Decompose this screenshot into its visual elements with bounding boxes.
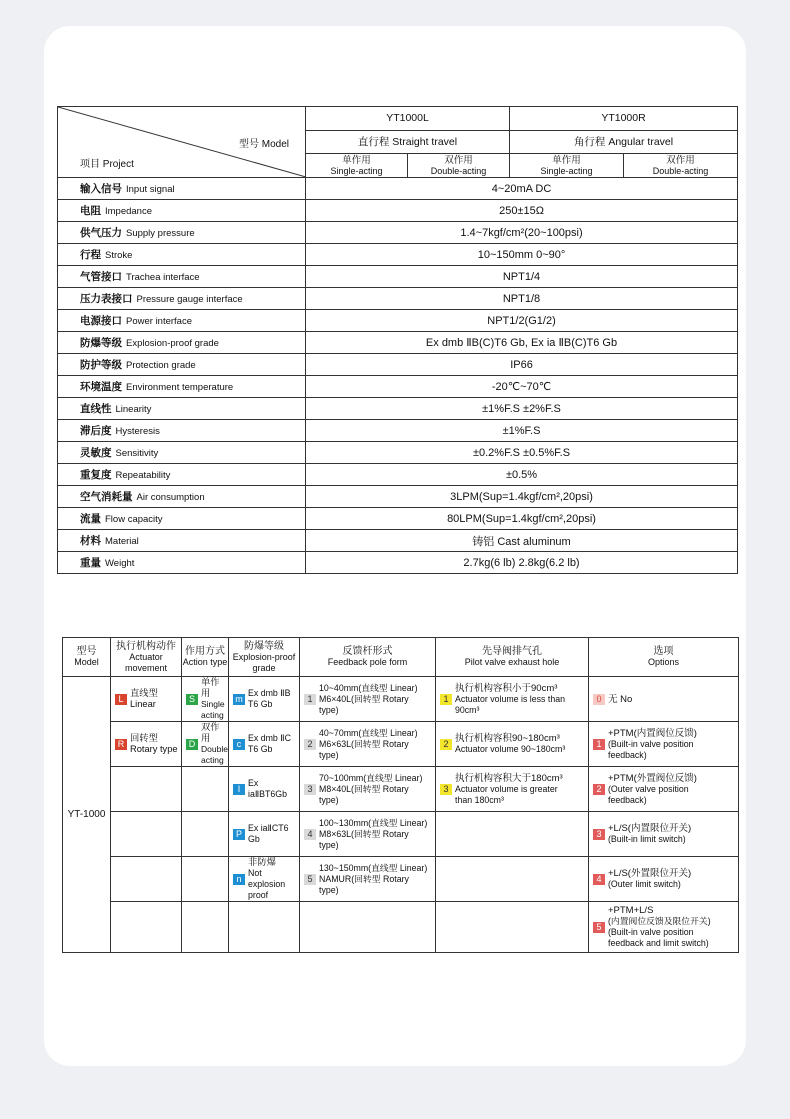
hdr-en: Pilot valve exhaust hole (464, 657, 560, 667)
code-badge: 5 (593, 922, 605, 933)
spec-label-zh: 防爆等级 (80, 337, 122, 349)
spec-label-zh: 空气消耗量 (80, 491, 133, 503)
empty-cell (111, 767, 182, 812)
spec-label (58, 376, 306, 398)
empty-cell (182, 767, 229, 812)
spec-label (58, 420, 306, 442)
code-badge: 1 (593, 739, 605, 750)
exhaust-cell (436, 677, 589, 722)
explosion-text: Ex dmb ⅡC T6 Gb (248, 733, 291, 754)
hdr-zh: 型号 (76, 646, 97, 657)
feedback-l2: M6×40L(回转型 Rotary (319, 693, 409, 704)
exhaust-l2: Actuator volume is greater (455, 783, 558, 794)
option-l2: (Built-in limit switch) (608, 834, 686, 844)
exhaust-l3: than 180cm³ (455, 794, 504, 805)
feedback-l3: type) (319, 794, 339, 805)
spec-label-zh: 环境温度 (80, 381, 122, 393)
code-badge: 2 (440, 739, 452, 750)
spec-row (58, 288, 738, 310)
feedback-l1: 70~100mm(直线型 Linear) (319, 772, 423, 783)
spec-label-zh: 重量 (80, 557, 101, 569)
spec-label-zh: 供气压力 (80, 227, 122, 239)
feedback-cell (300, 767, 436, 812)
feedback-l3: type) (319, 704, 339, 715)
hdr-en: Feedback pole form (327, 657, 408, 667)
code-badge: n (233, 874, 245, 885)
code-row (63, 722, 739, 767)
explosion-cell (229, 677, 300, 722)
code-badge: 3 (440, 784, 452, 795)
model-code-table (62, 637, 739, 953)
action-zh: 双作用 (201, 722, 220, 743)
actuator-cell (111, 722, 182, 767)
option-l1: +L/S(内置限位开关) (608, 823, 692, 834)
spec-label (58, 266, 306, 288)
option-cell (589, 767, 739, 812)
angular-travel-label: 角行程 Angular travel (510, 130, 738, 154)
single-zh: 单作用 (342, 154, 371, 166)
spec-label-zh: 输入信号 (80, 183, 122, 195)
code-badge: 1 (304, 694, 316, 705)
spec-label (58, 200, 306, 222)
option-cell (589, 722, 739, 767)
option-l1: +PTM(内置阀位反馈) (608, 727, 697, 739)
spec-value: 4~20mA DC (306, 178, 738, 200)
spec-value: NPT1/2(G1/2) (306, 310, 738, 332)
actuator-en: Rotary type (130, 744, 178, 754)
spec-label (58, 310, 306, 332)
feedback-l2: NAMUR(回转型 Rotary (319, 873, 409, 884)
spec-row (58, 266, 738, 288)
feedback-l3: type) (319, 839, 339, 850)
code-badge: 3 (593, 829, 605, 840)
spec-value: Ex dmb ⅡB(C)T6 Gb, Ex ia ⅡB(C)T6 Gb (306, 332, 738, 354)
option-l3: (Built-in valve position (608, 927, 694, 937)
spec-value: 250±15Ω (306, 200, 738, 222)
spec-label-zh: 直线性 (80, 403, 112, 415)
spec-value: 3LPM(Sup=1.4kgf/cm²,20psi) (306, 486, 738, 508)
l-double-acting (408, 154, 510, 178)
feedback-cell (300, 812, 436, 857)
double-zh: 双作用 (444, 154, 473, 166)
spec-label (58, 442, 306, 464)
empty-cell (182, 857, 229, 902)
exhaust-l3: 90cm³ (455, 704, 480, 715)
spec-table (57, 106, 738, 574)
exhaust-l1: 执行机构容积90~180cm³ (455, 733, 560, 744)
option-cell (589, 902, 739, 953)
feedback-l3: type) (319, 749, 339, 760)
spec-label-en: Input signal (126, 184, 175, 195)
code-badge: I (233, 784, 245, 795)
actuator-zh: 直线型 (130, 688, 158, 698)
spec-label (58, 398, 306, 420)
spec-label (58, 244, 306, 266)
code-badge: S (186, 694, 198, 705)
option-l3: feedback) (608, 794, 647, 805)
spec-row (58, 178, 738, 200)
r-double-acting (624, 154, 738, 178)
spec-value: ±1%F.S (306, 420, 738, 442)
feedback-cell (300, 857, 436, 902)
spec-label-en: Flow capacity (105, 514, 163, 525)
spec-body (58, 178, 738, 574)
spec-label-zh: 气管接口 (80, 271, 122, 283)
spec-row (58, 552, 738, 574)
action-en: Double acting (201, 744, 228, 765)
spec-label-en: Pressure gauge interface (136, 294, 243, 305)
exhaust-cell (436, 767, 589, 812)
spec-value: -20℃~70℃ (306, 376, 738, 398)
spec-label-zh: 压力表接口 (80, 293, 133, 305)
code-badge: c (233, 739, 245, 750)
code-badge: 5 (304, 874, 316, 885)
hdr-zh: 防爆等级 (244, 640, 284, 652)
code-badge: 4 (304, 829, 316, 840)
hdr-feedback (300, 638, 436, 677)
spec-value: 2.7kg(6 lb) 2.8kg(6.2 lb) (306, 552, 738, 574)
spec-label (58, 530, 306, 552)
spec-label (58, 508, 306, 530)
spec-label (58, 464, 306, 486)
feedback-l2: M8×40L(回转型 Rotary (319, 783, 409, 794)
model-label: 型号 Model (238, 139, 289, 150)
action-cell (182, 722, 229, 767)
explosion-text: Ex iaⅡCT6 Gb (248, 823, 289, 844)
option-cell (589, 677, 739, 722)
option-cell (589, 857, 739, 902)
code-row (63, 812, 739, 857)
spec-value: 铸铝 Cast aluminum (306, 530, 738, 552)
spec-value: 10~150mm 0~90° (306, 244, 738, 266)
hdr-zh: 执行机构动作 (116, 640, 176, 652)
option-l2: (内置阀位反馈及限位开关) (608, 916, 711, 926)
explosion-zh: 非防爆 (248, 857, 276, 867)
spec-label-en: Protection grade (126, 360, 196, 371)
spec-value: 1.4~7kgf/cm²(20~100psi) (306, 222, 738, 244)
code-body (63, 677, 739, 953)
spec-label-zh: 电源接口 (80, 315, 122, 327)
spec-value: 80LPM(Sup=1.4kgf/cm²,20psi) (306, 508, 738, 530)
single-en: Single-acting (330, 165, 383, 176)
spec-row (58, 420, 738, 442)
code-row (63, 767, 739, 812)
spec-label-zh: 灵敏度 (80, 447, 112, 459)
exhaust-l2: Actuator volume is less than (455, 693, 566, 704)
code-badge: 3 (304, 784, 316, 795)
model-code: YT-1000 (63, 677, 111, 953)
spec-row (58, 244, 738, 266)
spec-label-en: Material (105, 536, 139, 547)
feedback-cell (300, 722, 436, 767)
r-single-acting (510, 154, 624, 178)
feedback-l1: 100~130mm(直线型 Linear) (319, 817, 428, 828)
spec-label-en: Trachea interface (126, 272, 200, 283)
spec-label (58, 486, 306, 508)
exhaust-l1: 执行机构容积小于90cm³ (455, 682, 558, 694)
code-badge: P (233, 829, 245, 840)
code-badge: 4 (593, 874, 605, 885)
hdr-exhaust (436, 638, 589, 677)
spec-row (58, 508, 738, 530)
hdr-en: Actuator movement (124, 651, 168, 673)
empty-cell (436, 902, 589, 953)
single-zh: 单作用 (552, 154, 581, 166)
feedback-l1: 130~150mm(直线型 Linear) (319, 862, 428, 873)
spec-row (58, 486, 738, 508)
l-single-acting (306, 154, 408, 178)
empty-cell (229, 902, 300, 953)
hdr-model (63, 638, 111, 677)
spec-row (58, 222, 738, 244)
hdr-options (589, 638, 739, 677)
option-l1: +PTM+L/S (608, 905, 654, 916)
hdr-en: Action type (182, 657, 228, 667)
code-badge: 2 (304, 739, 316, 750)
code-badge: 1 (440, 694, 452, 705)
option-l2: (Built-in valve position (608, 738, 694, 749)
empty-cell (182, 812, 229, 857)
empty-cell (111, 857, 182, 902)
spec-label-en: Explosion-proof grade (126, 338, 219, 349)
exhaust-l2: Actuator volume 90~180cm³ (455, 744, 566, 754)
spec-label-zh: 重复度 (80, 469, 112, 481)
code-badge: R (115, 739, 127, 750)
spec-label-en: Linearity (115, 404, 152, 415)
hdr-zh: 作用方式 (185, 646, 225, 657)
spec-label-en: Weight (105, 558, 135, 569)
spec-label (58, 178, 306, 200)
explosion-text: Ex iaⅡBT6Gb (248, 778, 288, 799)
hdr-zh: 选项 (653, 646, 674, 657)
code-badge: L (115, 694, 127, 705)
option-l1: +PTM(外置阀位反馈) (608, 772, 697, 784)
spec-value: NPT1/8 (306, 288, 738, 310)
feedback-l1: 10~40mm(直线型 Linear) (319, 682, 418, 693)
hdr-zh: 先导阀排气孔 (482, 646, 542, 657)
explosion-cell (229, 812, 300, 857)
option-l4: feedback and limit switch) (608, 938, 709, 948)
spec-row (58, 310, 738, 332)
spec-label-en: Sensitivity (115, 448, 159, 459)
spec-row (58, 464, 738, 486)
spec-label-en: Power interface (126, 316, 193, 327)
spec-label (58, 552, 306, 574)
code-row (63, 857, 739, 902)
actuator-en: Linear (130, 699, 156, 709)
exhaust-cell (436, 722, 589, 767)
spec-label-en: Stroke (105, 250, 133, 261)
spec-label-zh: 滞后度 (80, 425, 112, 437)
spec-row (58, 376, 738, 398)
spec-row (58, 200, 738, 222)
empty-cell (182, 902, 229, 953)
straight-travel-label: 直行程 Straight travel (306, 130, 510, 154)
spec-row (58, 530, 738, 552)
spec-label (58, 222, 306, 244)
option-l2: (Outer valve position (608, 783, 689, 794)
action-zh: 单作用 (201, 677, 220, 698)
header-diagonal-cell (58, 107, 306, 178)
spec-label (58, 332, 306, 354)
empty-cell (436, 812, 589, 857)
spec-row (58, 354, 738, 376)
action-en: Single acting (201, 699, 225, 720)
actuator-zh: 回转型 (130, 733, 158, 743)
explosion-cell (229, 722, 300, 767)
code-badge: 0 (593, 694, 605, 705)
spec-label-zh: 防护等级 (80, 359, 122, 371)
hdr-en: Options (647, 657, 680, 667)
feedback-l1: 40~70mm(直线型 Linear) (319, 727, 418, 738)
exhaust-l1: 执行机构容积大于180cm³ (455, 772, 563, 784)
spec-value: ±0.5% (306, 464, 738, 486)
hdr-action (182, 638, 229, 677)
code-row (63, 677, 739, 722)
feedback-l2: M6×63L(回转型 Rotary (319, 738, 409, 749)
spec-label-zh: 材料 (80, 535, 101, 547)
spec-row (58, 332, 738, 354)
explosion-text: Ex dmb ⅡB T6 Gb (248, 688, 291, 709)
double-en: Double-acting (430, 165, 487, 176)
project-label: 项目 Project (80, 159, 134, 170)
empty-cell (300, 902, 436, 953)
hdr-actuator (111, 638, 182, 677)
spec-label-zh: 流量 (80, 513, 101, 525)
hdr-en: Explosion-proof grade (232, 651, 296, 673)
feedback-l2: M8×63L(回转型 Rotary (319, 828, 409, 839)
option-cell (589, 812, 739, 857)
spec-label-en: Repeatability (115, 470, 171, 481)
code-row (63, 902, 739, 953)
code-badge: 2 (593, 784, 605, 795)
option-l1: +L/S(外置限位开关) (608, 868, 692, 879)
model-yt1000l: YT1000L (306, 107, 510, 131)
option-l2: (Outer limit switch) (608, 879, 681, 889)
actuator-cell (111, 677, 182, 722)
empty-cell (436, 857, 589, 902)
spec-label-zh: 电阻 (80, 205, 101, 217)
spec-row (58, 442, 738, 464)
model-yt1000r: YT1000R (510, 107, 738, 131)
spec-row (58, 398, 738, 420)
option-l1: 无 No (608, 693, 633, 705)
spec-label-en: Hysteresis (115, 426, 160, 437)
code-badge: D (186, 739, 198, 750)
single-en: Single-acting (540, 165, 593, 176)
hdr-zh: 反馈杆形式 (342, 646, 393, 657)
explosion-cell (229, 857, 300, 902)
spec-value: NPT1/4 (306, 266, 738, 288)
hdr-en: Model (74, 657, 99, 667)
option-l3: feedback) (608, 749, 647, 760)
double-zh: 双作用 (666, 154, 695, 166)
spec-label (58, 354, 306, 376)
code-badge: m (233, 694, 245, 705)
empty-cell (111, 812, 182, 857)
spec-label-zh: 行程 (80, 249, 101, 261)
spec-value: ±1%F.S ±2%F.S (306, 398, 738, 420)
explosion-cell (229, 767, 300, 812)
spec-label-en: Air consumption (136, 492, 205, 503)
spec-value: ±0.2%F.S ±0.5%F.S (306, 442, 738, 464)
empty-cell (111, 902, 182, 953)
double-en: Double-acting (652, 165, 709, 176)
spec-label-en: Environment temperature (126, 382, 234, 393)
spec-label-en: Impedance (105, 206, 153, 217)
spec-label (58, 288, 306, 310)
explosion-text: Not explosion proof (248, 868, 286, 900)
action-cell (182, 677, 229, 722)
feedback-cell (300, 677, 436, 722)
spec-value: IP66 (306, 354, 738, 376)
feedback-l3: type) (319, 884, 339, 895)
hdr-explosion (229, 638, 300, 677)
spec-label-en: Supply pressure (126, 228, 195, 239)
